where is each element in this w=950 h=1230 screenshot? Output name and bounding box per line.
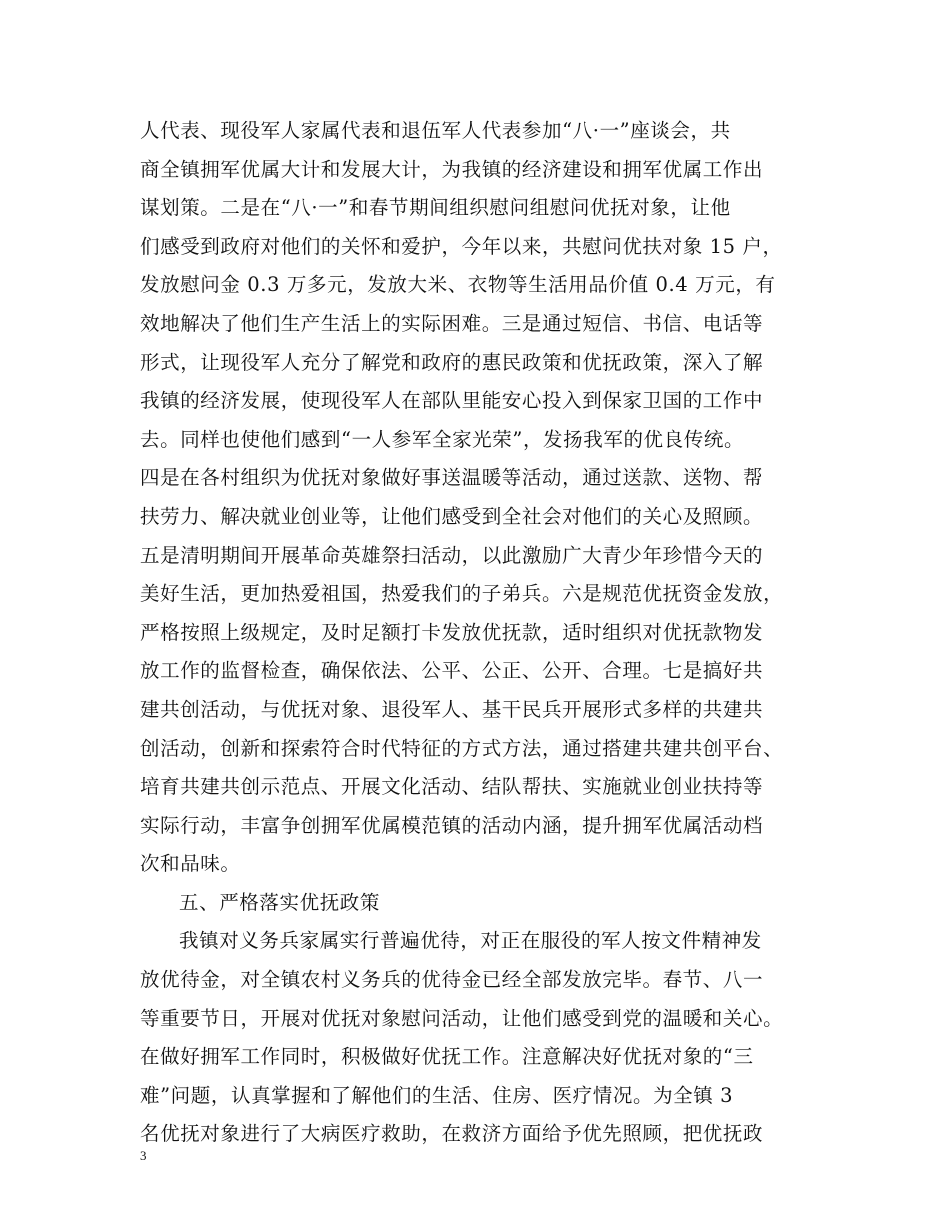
text-line: 严格按照上级规定，及时足额打卡发放优抚款，适时组织对优抚款物发: [140, 620, 764, 644]
text-line: 建共创活动，与优抚对象、退役军人、基干民兵开展形式多样的共建共: [140, 697, 764, 721]
text-line: 实际行动，丰富争创拥军优属模范镇的活动内涵，提升拥军优属活动档: [140, 813, 764, 837]
text-line: 人代表、现役军人家属代表和退伍军人代表参加“八·一”座谈会，共: [140, 119, 731, 142]
text-line: 次和品味。: [140, 852, 241, 876]
text-line: 在做好拥军工作同时，积极做好优抚工作。注意解决好优抚对象的“三: [140, 1045, 754, 1069]
body-text: [140, 112, 820, 1154]
text-line: 创活动，创新和探索符合时代特征的方式方法，通过搭建共建共创平台、: [140, 736, 784, 760]
text-line: 名优抚对象进行了大病医疗救助，在救济方面给予优先照顾，把优抚政: [140, 1122, 764, 1146]
text-line: 商全镇拥军优属大计和发展大计，为我镇的经济建设和拥军优属工作出: [140, 157, 764, 181]
text-line: 四是在各村组织为优抚对象做好事送温暖等活动，通过送款、送物、帮: [140, 466, 764, 490]
text-line: 们感受到政府对他们的关怀和爱护，今年以来，共慰问优扶对象 15 户，: [140, 234, 783, 258]
text-line: 去。同样也使他们感到“一人参军全家光荣”，发扬我军的优良传统。: [140, 427, 745, 451]
text-line: 培育共建共创示范点、开展文化活动、结队帮扶、实施就业创业扶持等: [140, 775, 764, 799]
text-line: 等重要节日，开展对优抚对象慰问活动，让他们感受到党的温暖和关心。: [140, 1006, 784, 1030]
text-line: 我镇的经济发展，使现役军人在部队里能安心投入到保家卫国的工作中: [140, 389, 764, 413]
text-line: 我镇对义务兵家属实行普遍优待，对正在服役的军人按文件精神发: [179, 929, 762, 953]
text-line: 放优待金，对全镇农村义务兵的优待金已经全部发放完毕。春节、八一: [140, 968, 764, 992]
text-line: 扶劳力、解决就业创业等，让他们感受到全社会对他们的关心及照顾。: [140, 504, 764, 528]
text-line: 放工作的监督检查，确保依法、公平、公正、公开、合理。七是搞好共: [140, 659, 764, 683]
text-line: 发放慰问金 0.3 万多元，发放大米、衣物等生活用品价值 0.4 万元，有: [140, 273, 776, 297]
text-line: 五是清明期间开展革命英雄祭扫活动，以此激励广大青少年珍惜今天的: [140, 543, 764, 567]
text-line: 效地解决了他们生产生活上的实际困难。三是通过短信、书信、电话等: [140, 311, 764, 335]
text-line: 谋划策。二是在“八·一”和春节期间组织慰问组慰问优抚对象，让他: [140, 196, 731, 220]
page-number: 3: [140, 1148, 147, 1163]
text-line: 形式，让现役军人充分了解党和政府的惠民政策和优抚政策，深入了解: [140, 350, 764, 374]
text-line: 美好生活，更加热爱祖国，热爱我们的子弟兵。六是规范优抚资金发放，: [140, 582, 784, 606]
section-heading: 五、严格落实优抚政策: [179, 890, 381, 914]
text-line: 难”问题，认真掌握和了解他们的生活、住房、医疗情况。为全镇 3: [140, 1083, 734, 1107]
